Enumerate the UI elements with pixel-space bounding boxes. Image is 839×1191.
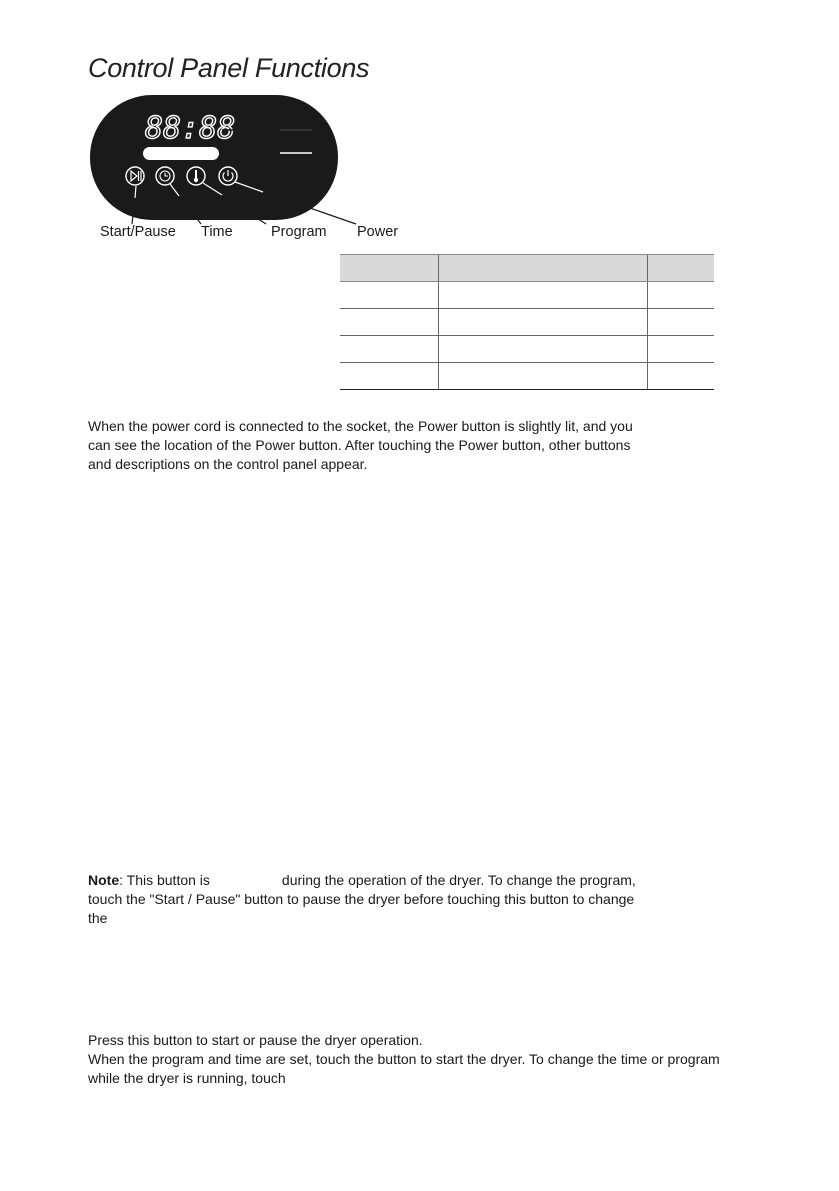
- power-description: [88, 417, 778, 474]
- table-cell: [340, 309, 439, 336]
- table-cell: [648, 363, 715, 390]
- paragraph-line: while the dryer is running, touch: [88, 1070, 286, 1086]
- table-cell: [340, 282, 439, 309]
- table-header-cell: [439, 255, 648, 282]
- program-note: [88, 871, 778, 928]
- table-cell: [439, 309, 648, 336]
- note-text: : This button is: [119, 872, 210, 888]
- start-pause-label: Start/Pause: [100, 224, 176, 240]
- power-label: Power: [357, 224, 399, 240]
- table-cell: [439, 282, 648, 309]
- paragraph-line: can see the location of the Power button. After touching the Power button, other buttons: [88, 437, 631, 453]
- program-label: Program: [271, 224, 327, 240]
- table-row: [340, 363, 714, 390]
- page-title: Control Panel Functions: [88, 53, 370, 83]
- table-cell: [648, 282, 715, 309]
- paragraph-line: Press this button to start or pause the dryer operation.: [88, 1032, 423, 1048]
- paragraph-line: and descriptions on the control panel appear.: [88, 456, 368, 472]
- table-header-row: [340, 255, 714, 282]
- paragraph-line: the: [88, 910, 108, 926]
- time-display: 88:88: [145, 111, 236, 146]
- table-cell: [439, 336, 648, 363]
- table-cell: [648, 309, 715, 336]
- program-indicator-bar: [143, 147, 219, 160]
- note-text: during the operation of the dryer. To change the program,: [281, 872, 636, 888]
- start-pause-description: [88, 1031, 778, 1088]
- table-header-cell: [340, 255, 439, 282]
- note-label: Note: [88, 872, 120, 888]
- table-cell: [340, 336, 439, 363]
- table-row: [340, 336, 714, 363]
- paragraph-line: touch the "Start / Pause" button to pause the dryer before touching this button to change: [88, 891, 635, 907]
- table-row: [340, 309, 714, 336]
- paragraph-line: [88, 871, 778, 890]
- table-cell: [340, 363, 439, 390]
- table-cell: [439, 363, 648, 390]
- table-cell: [648, 336, 715, 363]
- paragraph-line: When the program and time are set, touch the button to start the dryer. To change the time or program: [88, 1051, 720, 1067]
- table-header-cell: [648, 255, 715, 282]
- table-row: [340, 282, 714, 309]
- paragraph-line: When the power cord is connected to the socket, the Power button is slightly lit, and you: [88, 418, 633, 434]
- time-label: Time: [201, 224, 233, 240]
- function-table: [340, 254, 714, 390]
